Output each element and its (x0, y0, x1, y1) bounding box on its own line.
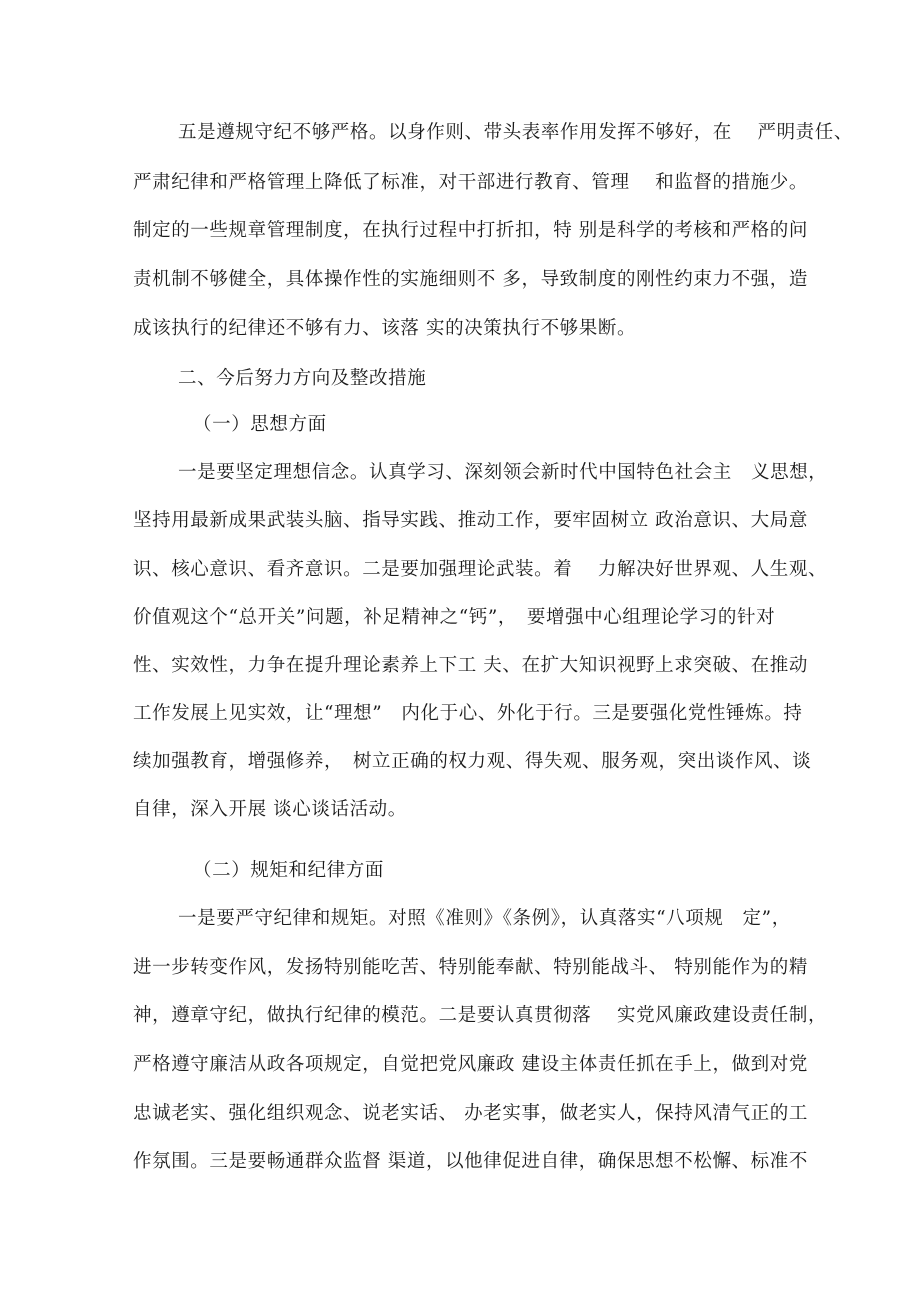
paragraph-line: 工作发展上见实效，让“理想” 内化于心、外化于行。三是要强化党性锤炼。持 (133, 703, 803, 724)
section-heading: 二、今后努力方向及整改措施 (178, 368, 427, 389)
paragraph-line: 严肃纪律和严格管理上降低了标准，对干部进行教育、管理 和监督的措施少。 (133, 172, 808, 193)
paragraph-line: 价值观这个“总开关”问题，补足精神之“钙”， 要增强中心组理论学习的针对 (133, 607, 776, 628)
paragraph-line: 一是要严守纪律和规矩。对照《准则》《条例》，认真落实“八项规 定”， (178, 908, 791, 929)
paragraph-line: 性、实效性，力争在提升理论素养上下工 夫、在扩大知识视野上求突破、在推动 (133, 655, 808, 676)
subsection-heading: （一）思想方面 (193, 414, 327, 435)
paragraph-line: 忠诚老实、强化组织观念、说老实话、 办老实事，做老实人，保持风清气正的工 (133, 1103, 808, 1124)
paragraph-line: 自律，深入开展 谈心谈话活动。 (133, 799, 407, 820)
paragraph-line: 识、核心意识、看齐意识。二是要加强理论武装。着 力解决好世界观、人生观、 (133, 559, 828, 580)
paragraph-line: 神，遵章守纪，做执行纪律的模范。二是要认真贯彻落 实党风廉政建设责任制， (133, 1005, 828, 1026)
subsection-heading: （二）规矩和纪律方面 (193, 860, 385, 881)
paragraph-line: 制定的一些规章管理制度，在执行过程中打折扣，特 别是科学的考核和严格的问 (133, 220, 808, 241)
paragraph-line: 续加强教育，增强修养， 树立正确的权力观、得失观、服务观，突出谈作风、谈 (133, 751, 812, 772)
paragraph-line: 进一步转变作风，发扬特别能吃苦、特别能奉献、特别能战斗、 特别能作为的精 (133, 957, 808, 978)
paragraph-line: 责机制不够健全，具体操作性的实施细则不 多，导致制度的刚性约束力不强，造 (133, 269, 808, 290)
paragraph-line: 一是要坚定理想信念。认真学习、深刻领会新时代中国特色社会主 义思想， (178, 462, 828, 483)
paragraph-line: 五是遵规守纪不够严格。以身作则、带头表率作用发挥不够好，在 严明责任、 (178, 122, 853, 143)
paragraph-line: 成该执行的纪律还不够有力、该落 实的决策执行不够果断。 (133, 318, 637, 339)
paragraph-line: 严格遵守廉洁从政各项规定，自觉把党风廉政 建设主体责任抓在手上，做到对党 (133, 1054, 808, 1075)
paragraph-line: 坚持用最新成果武装头脑、指导实践、推动工作，要牢固树立 政治意识、大局意 (133, 510, 808, 531)
paragraph-line: 作氛围。三是要畅通群众监督 渠道，以他律促进自律，确保思想不松懈、标准不 (133, 1151, 808, 1172)
